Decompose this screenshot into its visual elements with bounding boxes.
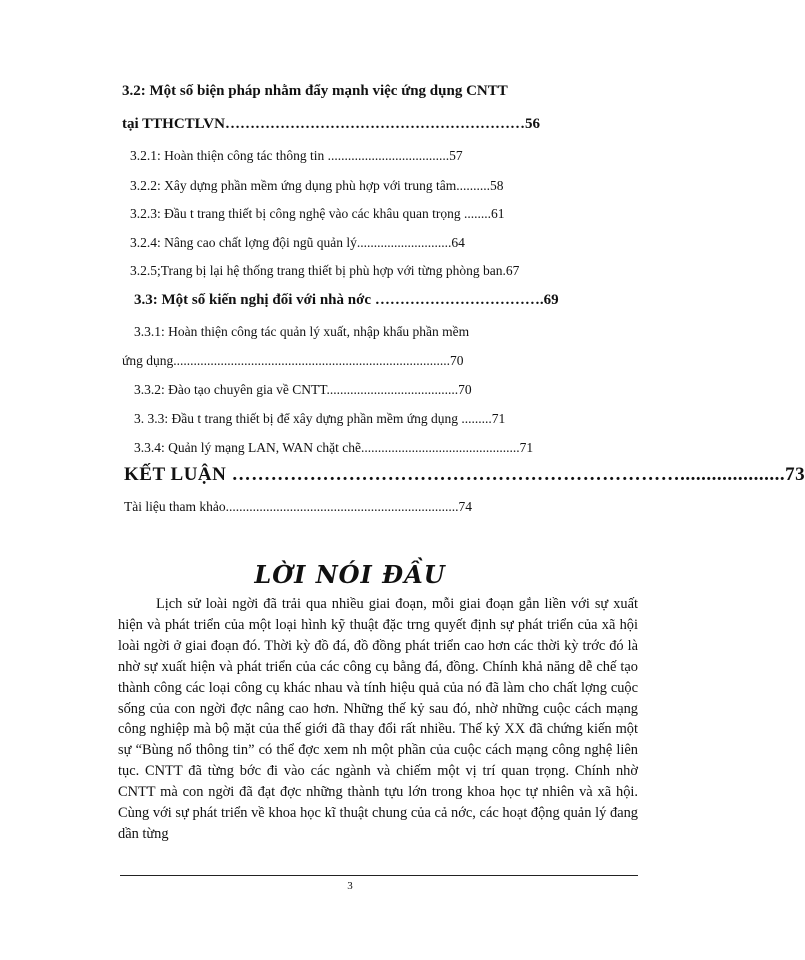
toc-entry[interactable]: 3.3.2: Đào tạo chuyên gia về CNTT.......................................70 xyxy=(134,382,472,397)
page-number: 3 xyxy=(347,880,353,892)
toc-entry[interactable]: 3.3.1: Hoàn thiện công tác quản lý xuất, nhập khẩu phần mềm xyxy=(134,324,470,339)
toc-entry[interactable]: 3.3: Một số kiến nghị đối với nhà nớc …………………………….69 xyxy=(134,292,559,308)
toc-entry[interactable]: 3.2.4: Nâng cao chất lợng đội ngũ quản lý............................64 xyxy=(130,235,465,250)
toc-entry[interactable]: 3.2.1: Hoàn thiện công tác thông tin ....................................57 xyxy=(130,148,463,163)
toc-entry[interactable]: 3.2: Một số biện pháp nhằm đẩy mạnh việc ứng dụng CNTT xyxy=(122,83,508,99)
toc-entry[interactable]: tại TTHCTLVN……………………………………………………56 xyxy=(122,116,540,132)
toc-entry[interactable]: 3. 3.3: Đầu t trang thiết bị để xây dựng phần mềm ứng dụng .........71 xyxy=(134,411,506,426)
page-title: LỜI NÓI ĐẦU xyxy=(254,560,446,589)
paragraph: Lịch sử loài ngời đã trải qua nhiều giai đoạn, mỗi giai đoạn gắn liền với sự xuất hiện và phát triển của một loại hình kỹ thuật đặc trng quyết định sự phát triển của xã hội loài ngời ở giai đoạn đó. Thời kỳ đồ đá, đồ đồng phát triển cao hơn các thời kỳ trớc đó là nhờ sự xuất hiện và phát triển của các công cụ bằng đá, đồng. Chính khả năng dễ chế tạo thành công các loại công cụ khác nhau và tính hiệu quả của nó đã làm cho chất lợng cuộc sống của con ngời đợc nâng cao hơn. Những thế kỷ sau đó, nhờ những cuộc cách mạng công nghiệp mà bộ mặt của thế giới đã thay đổi rất nhiều. Thế kỷ XX đã chứng kiến một sự “Bùng nổ thông tin” có thể đợc xem nh một phần của cuộc cách mạng công nghệ liên tục. CNTT đã từng bớc đi vào các ngành và chiếm một vị trí quan trọng. Chính nhờ CNTT mà con ngời đã đạt đợc những thành tựu lớn trong khoa học tự nhiên và xã hội. Cùng với sự phát triển về khoa học kĩ thuật chung của cả nớc, các hoạt động quản lý đang dần từng xyxy=(118,596,638,842)
toc-entry[interactable]: 3.2.5;Trang bị lại hệ thống trang thiết bị phù hợp với từng phòng ban.67 xyxy=(130,263,520,278)
toc-entry[interactable]: 3.2.3: Đầu t trang thiết bị công nghệ vào các khâu quan trọng ........61 xyxy=(130,206,505,221)
footer-divider xyxy=(120,875,638,876)
toc-entry[interactable]: 3.2.2: Xây dựng phần mềm ứng dụng phù hợp với trung tâm..........58 xyxy=(130,178,504,193)
toc-entry[interactable]: KẾT LUẬN ……………………………………………………………....................73 xyxy=(124,464,805,485)
toc-entry[interactable]: 3.3.4: Quản lý mạng LAN, WAN chặt chẽ...............................................71 xyxy=(134,440,534,455)
toc-entry[interactable]: ứng dụng..................................................................................70 xyxy=(122,353,464,368)
body-text xyxy=(118,594,638,845)
toc-entry[interactable]: Tài liệu tham khảo.....................................................................74 xyxy=(124,499,472,514)
